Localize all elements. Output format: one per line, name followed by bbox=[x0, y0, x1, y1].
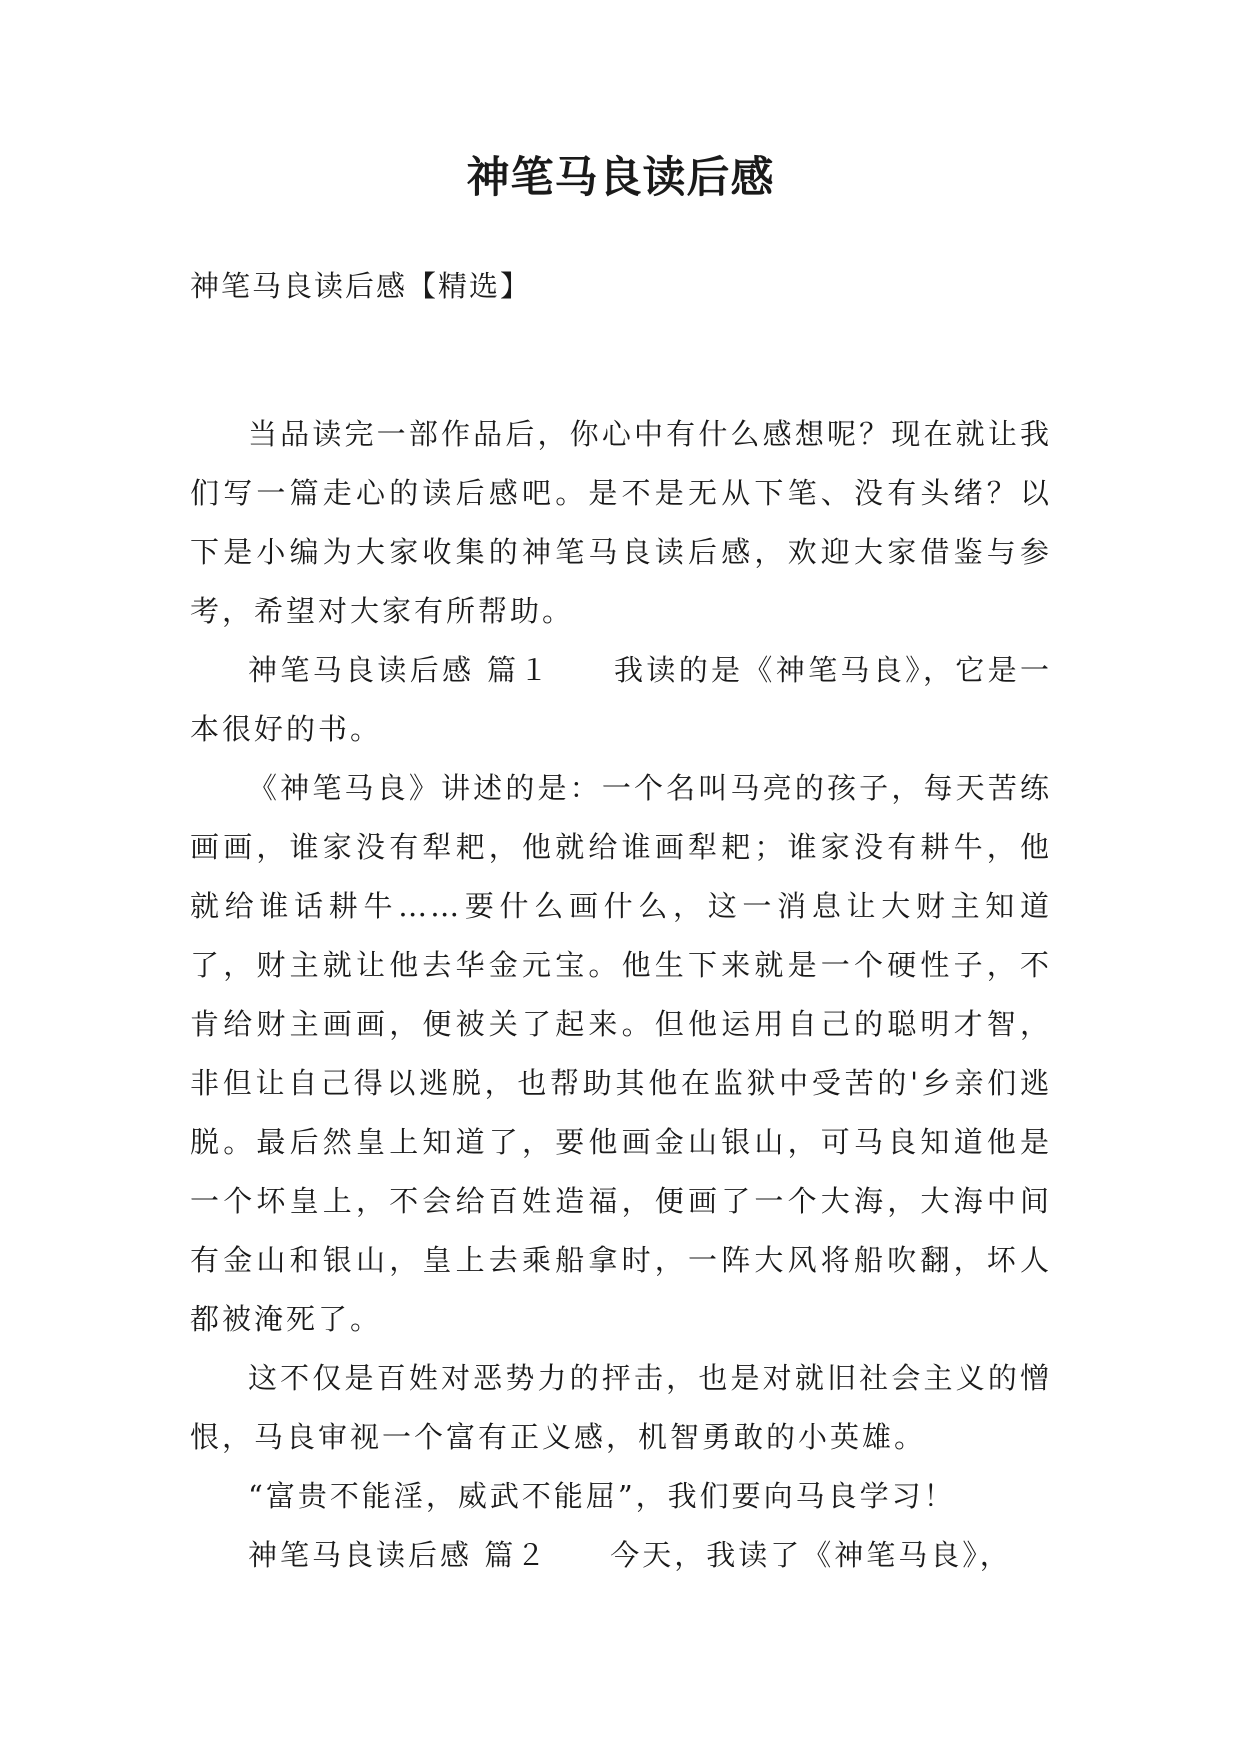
paragraph-intro bbox=[190, 405, 1052, 641]
paragraph-text: 我读的是《神笔马良》，它是一本很好的书。 bbox=[190, 653, 1052, 746]
paragraph-text: 当品读完一部作品后，你心中有什么感想呢？现在就让我们写一篇走心的读后感吧。是不是无从下笔、没有头绪？以下是小编为大家收集的神笔马良读后感，欢迎大家借鉴与参考，希望对大家有所帮助。 bbox=[190, 417, 1052, 628]
paragraph-essay-1-heading bbox=[190, 641, 1052, 759]
document-body bbox=[190, 405, 1052, 1585]
document-subtitle: 神笔马良读后感【精选】 bbox=[190, 269, 532, 303]
paragraph-text: “富贵不能淫，威武不能屈”，我们要向马良学习！ bbox=[248, 1479, 956, 1513]
document-title: 神笔马良读后感 bbox=[466, 153, 775, 203]
paragraph-quote bbox=[190, 1467, 1052, 1526]
paragraph-text: 今天，我读了《神笔马良》， bbox=[610, 1538, 1012, 1572]
paragraph-essay-2-heading bbox=[190, 1526, 1052, 1585]
section-heading: 神笔马良读后感 篇１ bbox=[248, 653, 552, 687]
paragraph-text: 《神笔马良》讲述的是：一个名叫马亮的孩子，每天苦练画画，谁家没有犁耙，他就给谁画犁耙；谁家没有耕牛，他就给谁话耕牛……要什么画什么，这一消息让大财主知道了，财主就让他去华金元宝。他生下来就是一个硬性子，不肯给财主画画，便被关了起来。但他运用自己的聪明才智，非但让自己得以逃脱，也帮助其他在监狱中受苦的'乡亲们逃脱。最后然皇上知道了，要他画金山银山，可马良知道他是一个坏皇上，不会给百姓造福，便画了一个大海，大海中间有金山和银山，皇上去乘船拿时，一阵大风将船吹翻，坏人都被淹死了。 bbox=[190, 771, 1052, 1336]
paragraph-text: 这不仅是百姓对恶势力的抨击，也是对就旧社会主义的憎恨，马良审视一个富有正义感，机智勇敢的小英雄。 bbox=[190, 1361, 1052, 1454]
paragraph-story-summary bbox=[190, 759, 1052, 1349]
section-heading: 神笔马良读后感 篇２ bbox=[248, 1538, 549, 1572]
paragraph-reflection bbox=[190, 1349, 1052, 1467]
